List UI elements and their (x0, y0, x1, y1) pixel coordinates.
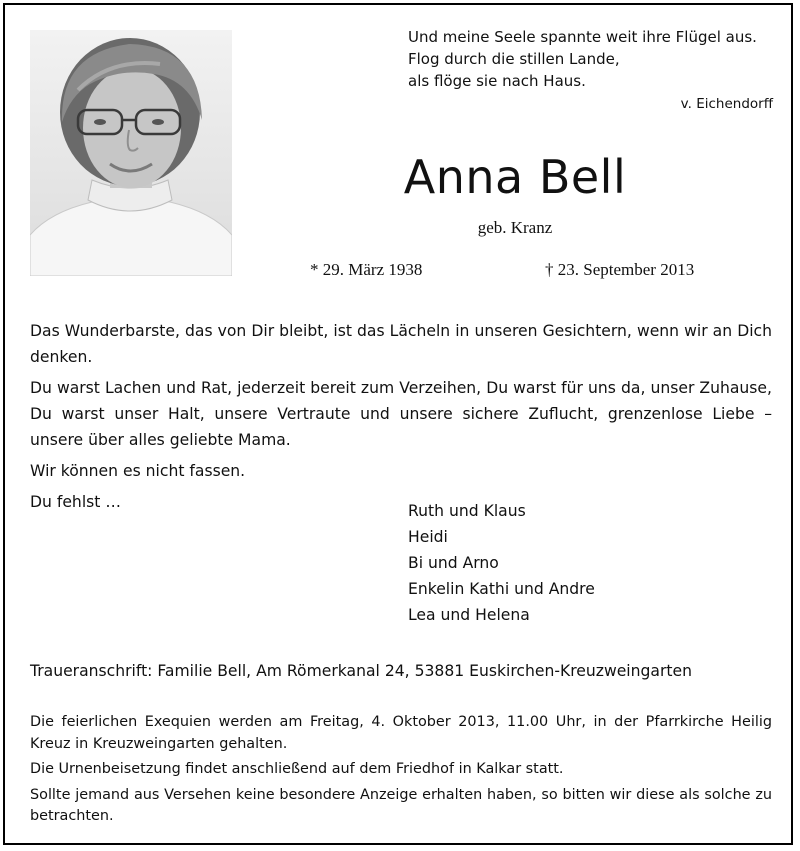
mourner-entry: Bi und Arno (408, 554, 499, 572)
mourner-entry: Ruth und Klaus (408, 502, 526, 520)
birth-name: geb. Kranz (477, 218, 553, 237)
message-paragraph: Du warst Lachen und Rat, jederzeit bereit zum Verzeihen, Du warst für uns da, unser Zuhause, Du warst unser Halt, unsere Vertraute und unsere sichere Zuflucht, grenzenlose Liebe – unsere über alles geliebte Mama. (30, 379, 772, 449)
poem-line: als flöge sie nach Haus. (408, 72, 586, 90)
notice-paragraph: Sollte jemand aus Versehen keine besondere Anzeige erhalten haben, so bitten wir diese als solche zu betrachten. (30, 786, 772, 824)
portrait-illustration (30, 30, 232, 276)
death-date: † 23. September 2013 (545, 260, 695, 279)
notice-paragraph: Die feierlichen Exequien werden am Freitag, 4. Oktober 2013, 11.00 Uhr, in der Pfarrkirche Heilig Kreuz in Kreuzweingarten gehalten. (30, 714, 772, 752)
notice-paragraph: Die Urnenbeisetzung findet anschließend auf dem Friedhof in Kalkar statt. (30, 761, 564, 777)
poem-quote (408, 26, 773, 115)
poem-line: Flog durch die stillen Lande, (408, 50, 620, 68)
poem-author: v. Eichendorff (680, 96, 773, 112)
message-paragraph: Wir können es nicht fassen. (30, 462, 246, 480)
birth-date: * 29. März 1938 (310, 260, 423, 279)
mourners-list (408, 498, 595, 628)
funeral-notice (30, 712, 772, 832)
message-paragraph: Du fehlst … (30, 493, 121, 511)
message-text (30, 318, 772, 520)
portrait-photo (30, 30, 232, 276)
mourning-address: Traueranschrift: Familie Bell, Am Römerkanal 24, 53881 Euskirchen-Kreuzweingarten (30, 662, 692, 680)
deceased-name: Anna Bell (403, 150, 627, 204)
message-paragraph: Das Wunderbarste, das von Dir bleibt, ist das Lächeln in unseren Gesichtern, wenn wir an Dich denken. (30, 322, 772, 366)
mourner-entry: Heidi (408, 528, 448, 546)
mourner-entry: Lea und Helena (408, 606, 530, 624)
poem-line: Und meine Seele spannte weit ihre Flügel aus. (408, 28, 757, 46)
mourner-entry: Enkelin Kathi und Andre (408, 580, 595, 598)
